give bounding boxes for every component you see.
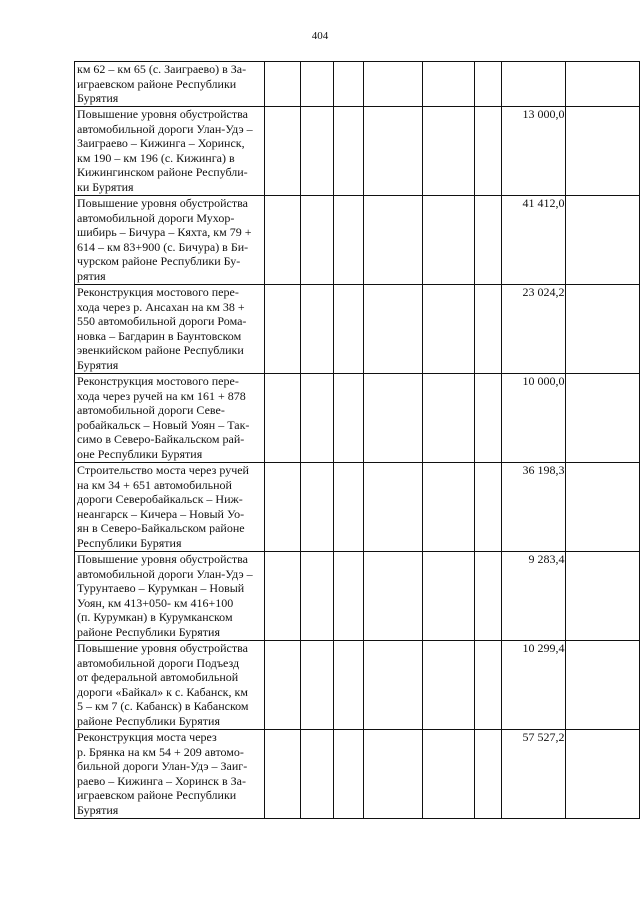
empty-cell (566, 374, 640, 463)
empty-cell (363, 285, 423, 374)
empty-cell (333, 107, 363, 196)
row-description-cell (75, 62, 265, 107)
empty-cell (301, 374, 334, 463)
description-line: Бурятия (77, 91, 119, 106)
description-line: хода через р. Ансахан на км 38 + (77, 299, 245, 314)
row-description-cell (75, 463, 265, 552)
empty-cell (363, 463, 423, 552)
budget-table (74, 61, 640, 819)
description-line: районе Республики Бурятия (77, 624, 220, 639)
table-row (75, 374, 640, 463)
amount-cell: 10 299,4 (501, 641, 566, 730)
description-line: на км 34 + 651 автомобильной (77, 477, 232, 492)
empty-cell (265, 374, 301, 463)
description-line: играевском районе Республики (77, 788, 237, 803)
description-line: от федеральной автомобильной (77, 670, 239, 685)
description-line: Повышение уровня обустройства (77, 196, 248, 210)
description-line: Реконструкция моста через (77, 730, 217, 744)
description-line: оне Республики Бурятия (77, 446, 203, 461)
description-line: Бурятия (77, 802, 119, 817)
description-line: Строительство моста через ручей (77, 463, 249, 477)
empty-cell (423, 285, 475, 374)
empty-cell (423, 730, 475, 819)
table-row (75, 62, 640, 107)
table-row (75, 641, 640, 730)
empty-cell (301, 730, 334, 819)
description-line: районе Республики Бурятия (77, 713, 220, 728)
table-row (75, 730, 640, 819)
empty-cell (423, 641, 475, 730)
empty-cell (333, 62, 363, 107)
description-line: 550 автомобильной дороги Рома- (77, 314, 247, 329)
amount-cell: 57 527,2 (501, 730, 566, 819)
description-line: хода через ручей на км 161 + 878 (77, 388, 246, 403)
empty-cell (265, 107, 301, 196)
description-line: автомобильной дороги Улан-Удэ – (77, 566, 253, 581)
row-description-cell (75, 285, 265, 374)
amount-cell: 9 283,4 (501, 552, 566, 641)
description-line: Реконструкция мостового пере- (77, 285, 239, 299)
description-line: 5 – км 7 (с. Кабанск) в Кабанском (77, 699, 249, 714)
description-line: Турунтаево – Курумкан – Новый (77, 581, 245, 596)
empty-cell (566, 641, 640, 730)
empty-cell (474, 196, 501, 285)
empty-cell (363, 552, 423, 641)
empty-cell (265, 285, 301, 374)
page-number: 404 (311, 30, 329, 42)
empty-cell (301, 62, 334, 107)
empty-cell (423, 196, 475, 285)
empty-cell (301, 463, 334, 552)
description-line: 614 – км 83+900 (с. Бичура) в Би- (77, 239, 249, 254)
description-line: км 62 – км 65 (с. Заиграево) в За- (77, 62, 247, 76)
empty-cell (474, 552, 501, 641)
empty-cell (301, 552, 334, 641)
description-line: р. Брянка на км 54 + 209 автомо- (77, 744, 244, 759)
description-line: Бурятия (77, 357, 119, 372)
amount-cell: 36 198,3 (501, 463, 566, 552)
empty-cell (333, 730, 363, 819)
empty-cell (265, 196, 301, 285)
amount-cell (501, 62, 566, 107)
row-description-cell (75, 107, 265, 196)
empty-cell (474, 730, 501, 819)
table-row (75, 196, 640, 285)
row-description-cell (75, 374, 265, 463)
empty-cell (423, 463, 475, 552)
empty-cell (363, 641, 423, 730)
description-line: Уоян, км 413+050- км 416+100 (77, 595, 234, 610)
description-line: эвенкийском районе Республики (77, 343, 244, 358)
empty-cell (333, 196, 363, 285)
amount-cell: 23 024,2 (501, 285, 566, 374)
description-line: автомобильной дороги Улан-Удэ – (77, 121, 253, 136)
empty-cell (566, 285, 640, 374)
empty-cell (301, 196, 334, 285)
amount-cell: 10 000,0 (501, 374, 566, 463)
empty-cell (301, 285, 334, 374)
description-line: Повышение уровня обустройства (77, 641, 248, 655)
row-description-cell (75, 552, 265, 641)
description-line: раево – Кижинга – Хоринск в За- (77, 773, 246, 788)
empty-cell (566, 62, 640, 107)
description-line: Повышение уровня обустройства (77, 552, 248, 566)
description-line: шибирь – Бичура – Кяхта, км 79 + (77, 225, 252, 240)
description-line: ки Бурятия (77, 179, 134, 194)
row-description-cell (75, 196, 265, 285)
description-line: дороги Северобайкальск – Ниж- (77, 492, 243, 507)
description-line: неангарск – Кичера – Новый Уо- (77, 506, 245, 521)
empty-cell (265, 730, 301, 819)
description-line: рятия (77, 268, 106, 283)
description-line: км 190 – км 196 (с. Кижинга) в (77, 150, 235, 165)
description-line: Повышение уровня обустройства (77, 107, 248, 121)
empty-cell (265, 552, 301, 641)
empty-cell (566, 196, 640, 285)
empty-cell (363, 730, 423, 819)
table-row (75, 285, 640, 374)
description-line: бильной дороги Улан-Удэ – Заиг- (77, 759, 248, 774)
description-line: новка – Багдарин в Баунтовском (77, 328, 242, 343)
table-row (75, 107, 640, 196)
empty-cell (474, 107, 501, 196)
empty-cell (363, 196, 423, 285)
empty-cell (474, 641, 501, 730)
empty-cell (423, 62, 475, 107)
description-line: Кижингинском районе Республи- (77, 165, 248, 180)
description-line: Республики Бурятия (77, 535, 182, 550)
description-line: играевском районе Республики (77, 76, 237, 91)
description-line: дороги «Байкал» к с. Кабанск, км (77, 684, 248, 699)
empty-cell (423, 107, 475, 196)
description-line: (п. Курумкан) в Курумканском (77, 610, 233, 625)
empty-cell (333, 552, 363, 641)
empty-cell (566, 107, 640, 196)
empty-cell (423, 552, 475, 641)
description-line: симо в Северо-Байкальском рай- (77, 432, 245, 447)
description-line: чурском районе Республики Бу- (77, 254, 241, 269)
empty-cell (566, 730, 640, 819)
empty-cell (265, 62, 301, 107)
description-line: ян в Северо-Байкальском районе (77, 521, 245, 536)
description-line: Заиграево – Кижинга – Хоринск, (77, 136, 245, 151)
empty-cell (566, 552, 640, 641)
empty-cell (301, 107, 334, 196)
empty-cell (363, 374, 423, 463)
description-line: автомобильной дороги Подъезд (77, 655, 240, 670)
description-line: робайкальск – Новый Уоян – Так- (77, 417, 250, 432)
empty-cell (333, 641, 363, 730)
amount-cell: 13 000,0 (501, 107, 566, 196)
description-line: автомобильной дороги Мухор- (77, 210, 235, 225)
empty-cell (474, 463, 501, 552)
empty-cell (333, 285, 363, 374)
budget-table-body (75, 62, 640, 819)
table-row (75, 463, 640, 552)
empty-cell (363, 62, 423, 107)
table-row (75, 552, 640, 641)
empty-cell (333, 463, 363, 552)
empty-cell (566, 463, 640, 552)
empty-cell (474, 285, 501, 374)
empty-cell (265, 641, 301, 730)
empty-cell (423, 374, 475, 463)
empty-cell (301, 641, 334, 730)
description-line: автомобильной дороги Севе- (77, 403, 225, 418)
description-line: Реконструкция мостового пере- (77, 374, 239, 388)
empty-cell (265, 463, 301, 552)
row-description-cell (75, 641, 265, 730)
row-description-cell (75, 730, 265, 819)
empty-cell (363, 107, 423, 196)
empty-cell (474, 374, 501, 463)
empty-cell (474, 62, 501, 107)
empty-cell (333, 374, 363, 463)
amount-cell: 41 412,0 (501, 196, 566, 285)
